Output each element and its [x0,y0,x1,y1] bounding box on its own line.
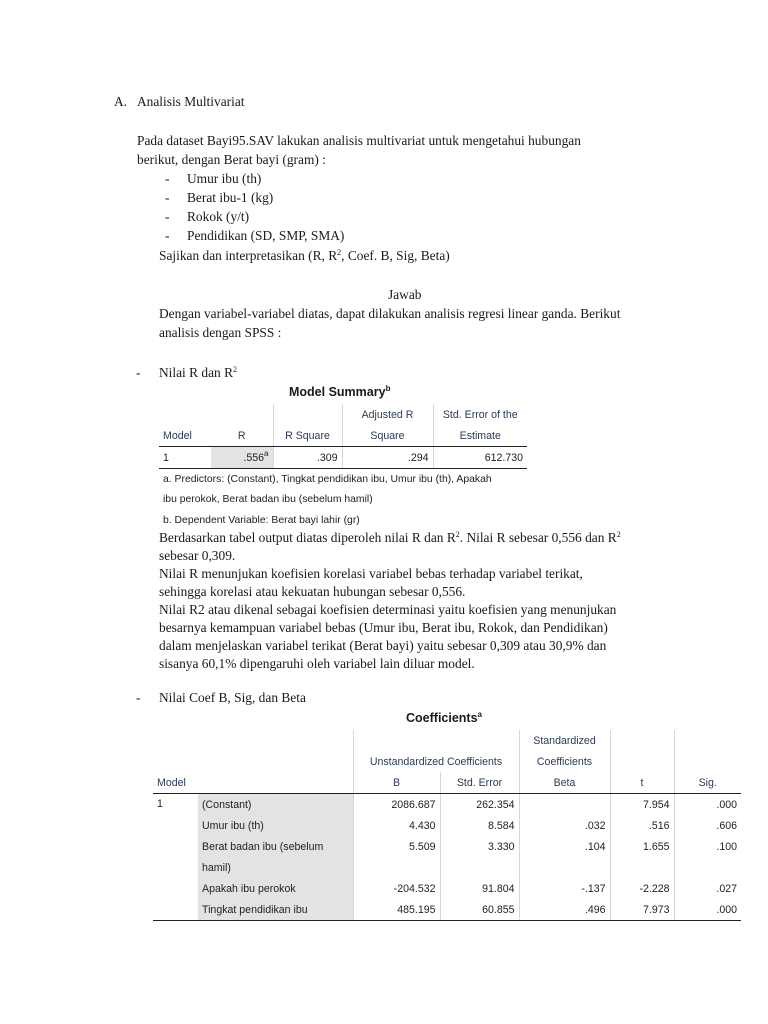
list-item: Rokok (y/t) [187,209,250,224]
cell-b: -204.532 [353,878,440,899]
bullet-coef-heading: Nilai Coef B, Sig, dan Beta [159,690,306,705]
table-row [153,794,741,816]
header-t: t [610,772,674,794]
cell-std-error: 3.330 [440,836,519,857]
task-line: Sajikan dan interpretasikan (R, $R^2$, Coef. B, Sig, Beta) [159,248,450,263]
model-summary-title: Model Summary$^b$ [289,384,391,399]
cell-sig: .100 [674,836,741,857]
section-title: Analisis Multivariat [137,94,245,109]
table-note-a-2: ibu perokok, Berat badan ibu (sebelum hamil) [163,494,373,505]
cell-model-number: 1 [153,794,198,921]
table-row [153,899,741,921]
bullet-dash: - [136,690,141,705]
list-item: Umur ibu (th) [187,171,262,186]
cell-r-square: .309 [273,447,342,469]
list-item: Pendidikan (SD, SMP, SMA) [187,228,345,243]
intro-line-2: berikut, dengan Berat bayi (gram) : [137,152,326,167]
header-standardized-mid: Coefficients [519,751,610,772]
row-label: Apakah ibu perokok [198,878,353,899]
interp-line-3: Nilai R menunjukan koefisien korelasi variabel bebas terhadap variabel terikat, [159,566,583,581]
cell-beta: -.137 [519,878,610,899]
cell-t: 7.954 [610,794,674,816]
table-note-a-1: a. Predictors: (Constant), Tingkat pendidikan ibu, Umur ibu (th), Apakah [163,474,492,485]
cell-b: 4.430 [353,815,440,836]
cell-std-error: 91.804 [440,878,519,899]
list-dash: - [165,190,170,205]
table-row [153,836,741,857]
cell-sig: .027 [674,878,741,899]
header-adjusted-r-bottom: Square [342,425,433,447]
interp-line-8: sisanya 60,1% dipengaruhi oleh variabel lain diluar model. [159,656,475,671]
header-r-square: R Square [273,425,342,447]
interp-line-6: besarnya kemampuan variabel bebas (Umur ibu, Berat ibu, Rokok, dan Pendidikan) [159,620,608,635]
cell-r: .556$^a$ [211,447,273,469]
cell-std-error: 60.855 [440,899,519,921]
table-row [159,447,527,469]
interp-line-5: Nilai R2 atau dikenal sebagai koefisien determinasi yaitu koefisien yang menunjukan [159,602,617,617]
cell-b: 2086.687 [353,794,440,816]
coefficients-table [153,730,741,921]
cell-sig: .000 [674,794,741,816]
header-adjusted-r-top: Adjusted R [342,404,433,425]
header-model: Model [159,425,211,447]
header-model: Model [153,772,353,794]
bullet-r-heading: Nilai R dan $R^2$ [159,365,238,380]
cell-b: 5.509 [353,836,440,857]
interp-line-2: sebesar 0,309. [159,548,236,563]
list-dash: - [165,171,170,186]
answer-heading: Jawab [388,287,422,302]
interp-line-4: sehingga korelasi atau kekuatan hubungan sebesar 0,556. [159,584,466,599]
cell-t: 1.655 [610,836,674,857]
row-label: Tingkat pendidikan ibu [198,899,353,921]
cell-beta: .032 [519,815,610,836]
cell-std-error: 262.354 [440,794,519,816]
list-item: Berat ibu-1 (kg) [187,190,274,205]
header-std-error-top: Std. Error of the [433,404,527,425]
header-std-error: Std. Error [440,772,519,794]
cell-beta: .496 [519,899,610,921]
row-label: Umur ibu (th) [198,815,353,836]
table-row-continuation [153,857,741,878]
model-summary-table [159,404,527,469]
row-label-continued: hamil) [198,857,353,878]
list-dash: - [165,228,170,243]
coefficients-title: Coefficients$^a$ [406,710,482,725]
intro-line-1: Pada dataset Bayi95.SAV lakukan analisis multivariat untuk mengetahui hubungan [137,133,581,148]
cell-model: 1 [159,447,211,469]
cell-b: 485.195 [353,899,440,921]
interp-line-1: Berdasarkan tabel output diatas diperoleh nilai R dan $R^2$. Nilai R sebesar 0,556 dan $R^2$ [159,530,621,545]
cell-adjusted-r-square: .294 [342,447,433,469]
cell-t: 7.973 [610,899,674,921]
row-label: Berat badan ibu (sebelum [198,836,353,857]
list-dash: - [165,209,170,224]
header-standardized-top: Standardized [519,730,610,751]
table-row [153,878,741,899]
header-sig: Sig. [674,772,741,794]
answer-line-2: analisis dengan SPSS : [159,325,282,340]
header-unstandardized: Unstandardized Coefficients [353,751,519,772]
cell-sig: .000 [674,899,741,921]
cell-beta: .104 [519,836,610,857]
answer-line-1: Dengan variabel-variabel diatas, dapat dilakukan analisis regresi linear ganda. Berikut [159,306,621,321]
cell-std-error: 8.584 [440,815,519,836]
row-label: (Constant) [198,794,353,816]
header-beta: Beta [519,772,610,794]
header-std-error-bottom: Estimate [433,425,527,447]
cell-t: -2.228 [610,878,674,899]
cell-std-error: 612.730 [433,447,527,469]
cell-t: .516 [610,815,674,836]
header-b: B [353,772,440,794]
section-marker: A. [114,94,128,109]
cell-sig: .606 [674,815,741,836]
interp-line-7: dalam menjelaskan variabel terikat (Berat bayi) yaitu sebesar 0,309 atau 30,9% dan [159,638,607,653]
table-row [153,815,741,836]
header-r: R [211,425,273,447]
cell-beta [519,794,610,816]
table-note-b: b. Dependent Variable: Berat bayi lahir (gr) [163,515,360,526]
bullet-dash: - [136,365,141,380]
